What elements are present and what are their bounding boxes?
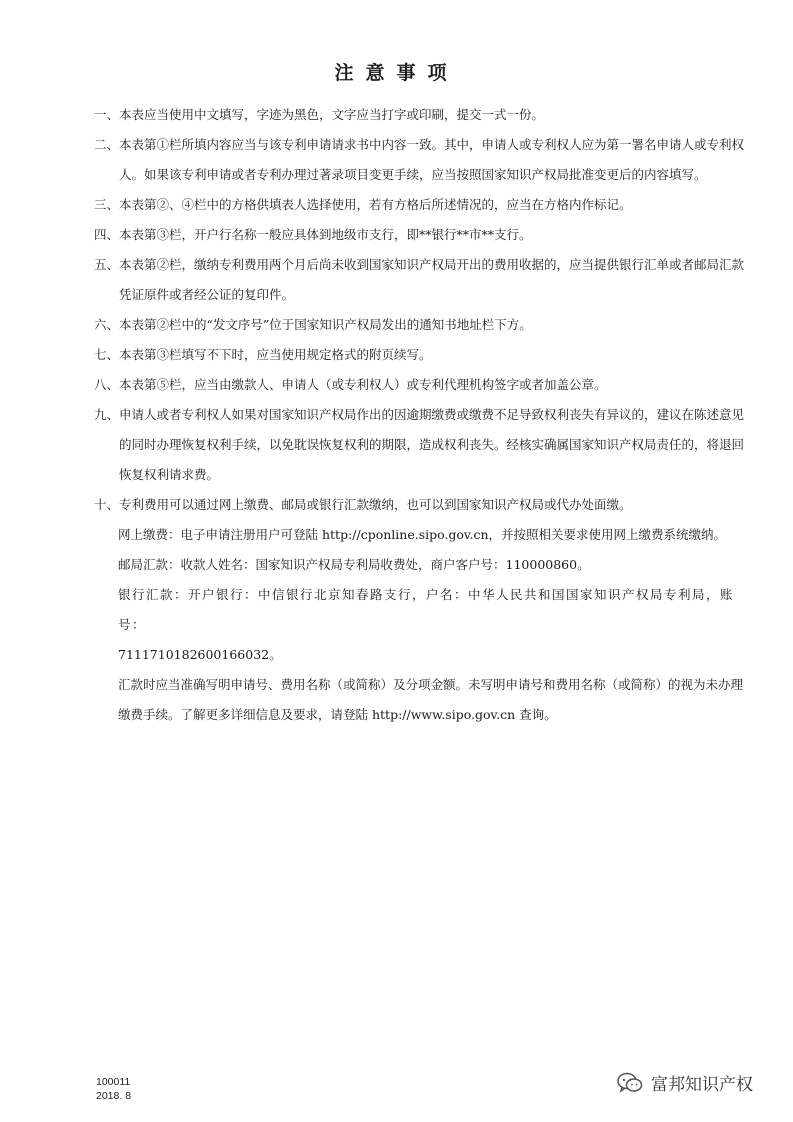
item-text: 专利费用可以通过网上缴费、邮局或银行汇款缴纳，也可以到国家知识产权局或代办处面缴。 [119, 497, 632, 512]
payment-note: 汇款时应当准确写明申请号、费用名称（或简称）及分项金额。未写明申请号和费用名称（或简称）的视为未办理缴费手续。了解更多详细信息及要求，请登陆 http://www.sipo.gov.cn 查询。 [118, 677, 744, 722]
payment-online: 网上缴费：电子申请注册用户可登陆 http://cponline.sipo.gov.cn，并按照相关要求使用网上缴费系统缴纳。 [118, 527, 727, 542]
payment-post: 邮局汇款：收款人姓名：国家知识产权局专利局收费处，商户客户号：110000860。 [118, 557, 590, 572]
page-title: 注意事项 [334, 62, 459, 84]
payment-methods [94, 520, 754, 730]
item-number: 二、 [94, 137, 120, 152]
list-item [94, 310, 754, 340]
item-text: 本表应当使用中文填写，字迹为黑色，文字应当打字或印刷，提交一式一份。 [119, 107, 545, 122]
payment-account: 7111710182600166032。 [118, 647, 282, 662]
form-code: 100011 [96, 1076, 131, 1088]
item-number: 十、 [94, 497, 120, 512]
item-number: 四、 [94, 227, 120, 242]
list-item [94, 340, 754, 370]
list-item [94, 490, 754, 520]
item-number: 七、 [94, 347, 120, 362]
payment-bank: 银行汇款：开户银行：中信银行北京知春路支行，户名：中华人民共和国国家知识产权局专利局，账号： [118, 587, 735, 632]
item-number: 六、 [94, 317, 120, 332]
form-footer [96, 1075, 131, 1103]
item-text: 本表第⑤栏，应当由缴款人、申请人（或专利权人）或专利代理机构签字或者加盖公章。 [119, 377, 607, 392]
list-item [94, 220, 754, 250]
item-text: 本表第②、④栏中的方格供填表人选择使用，若有方格后所述情况的，应当在方格内作标记。 [119, 197, 632, 212]
item-text: 本表第③栏，开户行名称一般应具体到地级市支行，即**银行**市**支行。 [119, 227, 532, 242]
item-number: 三、 [94, 197, 120, 212]
list-item [94, 130, 754, 190]
list-item [94, 370, 754, 400]
item-text: 本表第①栏所填内容应当与该专利申请请求书中内容一致。其中，申请人或专利权人应为第一署名申请人或专利权人。如果该专利申请或者专利办理过著录项目变更手续，应当按照国家知识产权局批准变更后的内容填写。 [119, 137, 745, 182]
wechat-icon [617, 1072, 643, 1094]
item-number: 八、 [94, 377, 120, 392]
item-text: 本表第②栏中的“发文序号”位于国家知识产权局发出的通知书地址栏下方。 [119, 317, 532, 332]
item-text: 本表第③栏填写不下时，应当使用规定格式的附页续写。 [119, 347, 432, 362]
watermark [617, 1070, 753, 1095]
list-item [94, 190, 754, 220]
list-item [94, 100, 754, 130]
item-text: 本表第②栏，缴纳专利费用两个月后尚未收到国家知识产权局开出的费用收据的，应当提供银行汇单或者邮局汇款凭证原件或者经公证的复印件。 [119, 257, 745, 302]
watermark-text: 富邦知识产权 [651, 1075, 753, 1095]
item-number: 九、 [94, 407, 120, 422]
list-item [94, 400, 754, 490]
list-item [94, 250, 754, 310]
item-number: 五、 [94, 257, 120, 272]
item-number: 一、 [94, 107, 120, 122]
item-text: 申请人或者专利权人如果对国家知识产权局作出的因逾期缴费或缴费不足导致权利丧失有异议的，建议在陈述意见的同时办理恢复权利手续，以免耽误恢复权利的期限，造成权利丧失。经核实确属国家知识产权局责任的，将退回恢复权利请求费。 [119, 407, 745, 482]
form-date: 2018. 8 [96, 1090, 132, 1102]
notice-list [94, 100, 754, 730]
